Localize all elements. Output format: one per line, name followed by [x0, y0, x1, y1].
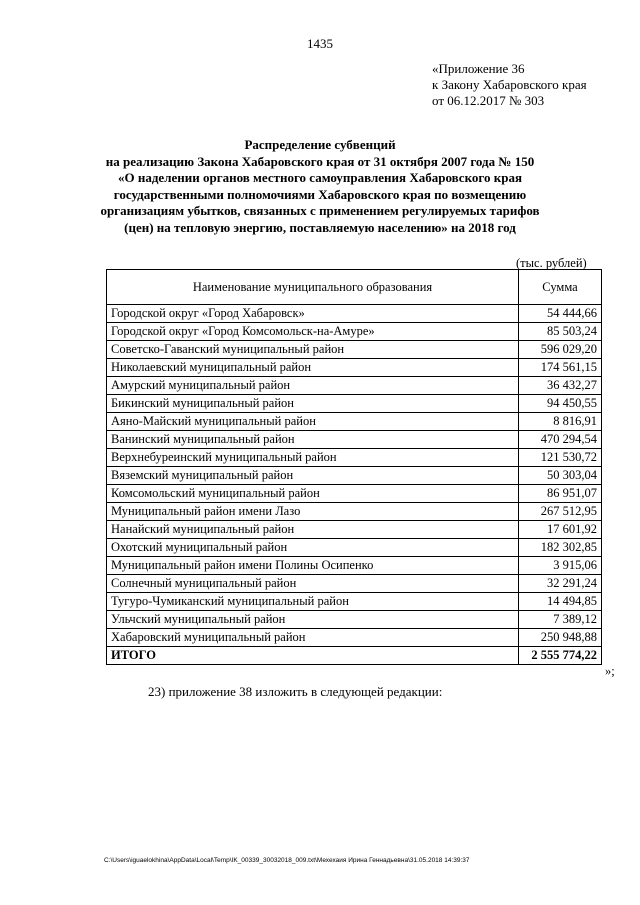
- table-row: [107, 557, 602, 575]
- municipality-name: Нанайский муниципальный район: [107, 521, 519, 539]
- subsidy-amount: 182 302,85: [519, 539, 602, 557]
- municipality-name: Бикинский муниципальный район: [107, 395, 519, 413]
- title-line-2: на реализацию Закона Хабаровского края от 31 октября 2007 года № 150: [105, 153, 535, 169]
- table-row: [107, 305, 602, 323]
- appendix-line-1: «Приложение 36: [432, 61, 525, 76]
- municipality-name: Городской округ «Город Комсомольск-на-Амуре»: [107, 323, 519, 341]
- total-row: [107, 647, 602, 665]
- subsidy-amount: 54 444,66: [519, 305, 602, 323]
- subsidy-amount: 50 303,04: [519, 467, 602, 485]
- municipality-name: Вяземский муниципальный район: [107, 467, 519, 485]
- municipality-name: Охотский муниципальный район: [107, 539, 519, 557]
- table-body: [107, 305, 602, 647]
- subsidy-amount: 36 432,27: [519, 377, 602, 395]
- page-number: 1435: [307, 36, 333, 51]
- subsidy-amount: 32 291,24: [519, 575, 602, 593]
- units-label: (тыс. рублей): [516, 256, 587, 270]
- subsidy-amount: 94 450,55: [519, 395, 602, 413]
- table-row: [107, 485, 602, 503]
- title-line-6: (цен) на тепловую энергию, поставляемую населению» на 2018 год: [124, 219, 516, 235]
- appendix-line-3: от 06.12.2017 № 303: [432, 93, 545, 108]
- municipality-name: Советско-Гаванский муниципальный район: [107, 341, 519, 359]
- subsidy-amount: 86 951,07: [519, 485, 602, 503]
- table-header-row: [107, 270, 602, 305]
- municipality-name: Хабаровский муниципальный район: [107, 629, 519, 647]
- table-row: [107, 395, 602, 413]
- table-row: [107, 413, 602, 431]
- title-line-3: «О наделении органов местного самоуправления Хабаровского края: [118, 170, 522, 185]
- subsidy-amount: 14 494,85: [519, 593, 602, 611]
- subsidy-amount: 596 029,20: [519, 341, 602, 359]
- table-row: [107, 467, 602, 485]
- subsidy-amount: 17 601,92: [519, 521, 602, 539]
- table-row: [107, 629, 602, 647]
- appendix-line-2: к Закону Хабаровского края: [432, 77, 587, 92]
- municipality-name: Верхнебуреинский муниципальный район: [107, 449, 519, 467]
- municipality-name: Амурский муниципальный район: [107, 377, 519, 395]
- table-row: [107, 323, 602, 341]
- appendix-reference: [432, 61, 587, 109]
- subsidy-amount: 470 294,54: [519, 431, 602, 449]
- municipality-name: Аяно-Майский муниципальный район: [107, 413, 519, 431]
- file-path-footer: C:\Users\iguaelokhina\AppData\Local\Temp\IK_00339_30032018_009.txt\Мехехаия Ирина Геннадьевна\31.05.2018 14:39:37: [104, 857, 470, 864]
- table-row: [107, 575, 602, 593]
- municipality-name: Солнечный муниципальный район: [107, 575, 519, 593]
- subsidy-amount: 174 561,15: [519, 359, 602, 377]
- subsidy-amount: 121 530,72: [519, 449, 602, 467]
- table-row: [107, 593, 602, 611]
- subsidy-table: [106, 269, 602, 665]
- table-row: [107, 611, 602, 629]
- municipality-name: Муниципальный район имени Лазо: [107, 503, 519, 521]
- table-row: [107, 341, 602, 359]
- subsidy-amount: 8 816,91: [519, 413, 602, 431]
- table-row: [107, 431, 602, 449]
- total-label: ИТОГО: [107, 647, 519, 665]
- subsidy-amount: 7 389,12: [519, 611, 602, 629]
- table-row: [107, 521, 602, 539]
- title-line-4: государственными полномочиями Хабаровского края по возмещению: [113, 186, 527, 202]
- municipality-name: Ульчский муниципальный район: [107, 611, 519, 629]
- title-line-5: организациям убытков, связанных с применением регулируемых тарифов: [100, 203, 540, 218]
- subsidy-amount: 3 915,06: [519, 557, 602, 575]
- title-line-1: Распределение субвенций: [244, 137, 396, 152]
- table-row: [107, 377, 602, 395]
- table-row: [107, 539, 602, 557]
- subsidy-amount: 250 948,88: [519, 629, 602, 647]
- table-row: [107, 449, 602, 467]
- amendment-paragraph: 23) приложение 38 изложить в следующей редакции:: [148, 684, 443, 699]
- municipality-name: Николаевский муниципальный район: [107, 359, 519, 377]
- header-amount: Сумма: [519, 270, 602, 305]
- total-value: 2 555 774,22: [519, 647, 602, 665]
- subsidy-amount: 85 503,24: [519, 323, 602, 341]
- municipality-name: Комсомольский муниципальный район: [107, 485, 519, 503]
- closing-quote: »;: [605, 664, 615, 678]
- table-row: [107, 503, 602, 521]
- municipality-name: Ванинский муниципальный район: [107, 431, 519, 449]
- municipality-name: Тугуро-Чумиканский муниципальный район: [107, 593, 519, 611]
- subsidy-amount: 267 512,95: [519, 503, 602, 521]
- table-row: [107, 359, 602, 377]
- municipality-name: Муниципальный район имени Полины Осипенко: [107, 557, 519, 575]
- header-municipality: Наименование муниципального образования: [107, 270, 519, 305]
- document-title: [80, 137, 560, 236]
- municipality-name: Городской округ «Город Хабаровск»: [107, 305, 519, 323]
